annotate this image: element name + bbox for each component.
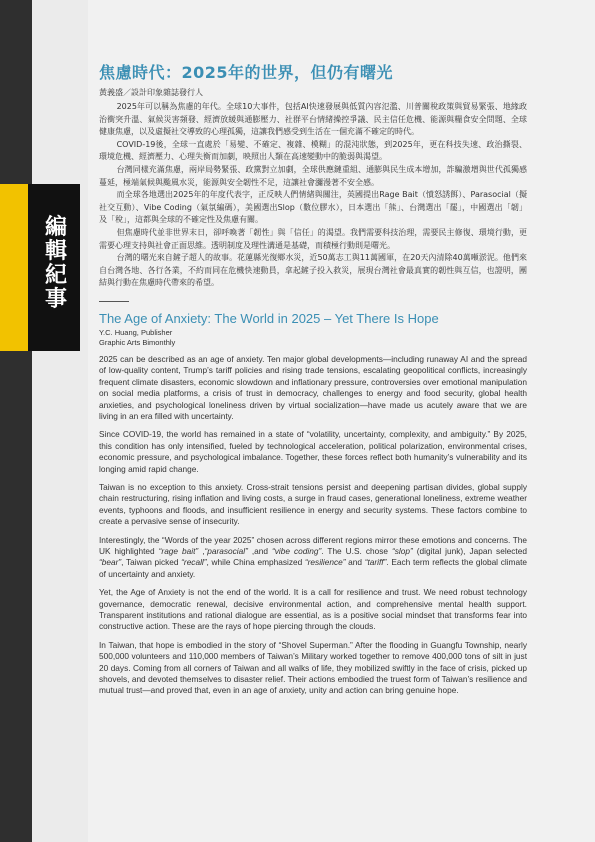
- en-publication: Graphic Arts Bimonthly: [99, 337, 176, 347]
- text-run: , while China emphasized: [206, 557, 305, 568]
- text-run: (digital junk), Japan selected: [412, 546, 527, 556]
- word-of-year: “tariff”: [364, 557, 387, 568]
- section-tab-accent: [0, 184, 28, 351]
- zh-paragraph: 台灣的曙光來自鏟子超人的故事。花蓮縣光復鄉水災，近50萬志工與11萬國軍，在20天內清除40萬噸淤泥。他們來自台灣各地、各行各業，不約而同在危機快速動員，拿起鏟子投入救災，展現台灣社會最真實的韌性與互信，也證明，團結與行動在焦慮時代帶來的希望。: [99, 253, 527, 288]
- en-paragraph-words-of-year: [99, 535, 527, 581]
- text-run: Interestingly, the “Words of the year 2025” chosen across different regions mirror these emotions and concerns. The UK highlighted: [99, 534, 527, 556]
- text-run: and: [345, 557, 365, 568]
- zh-paragraph: 2025年可以稱為焦慮的年代。全球10大事件，包括AI快速發展與低質內容氾濫、川普關稅政策與貿易緊張、地緣政治衝突升溫、氣候災害頻發、經濟放緩與通膨壓力、社群平台情緒操控爭議、民主信任危機、能源與糧食安全問題、全球健康焦慮，以及虛擬社交導致的心理孤獨，這讓我們感受到生活在一個充滿不確定的時代。: [99, 102, 527, 137]
- en-paragraph: Yet, the Age of Anxiety is not the end of the world. It is a call for resilience and trust. We need robust technology governance, democratic renewal, decisive environmental action, and comprehensive mental health support. Transparent institutions and rational dialogue are essential, as is a positive social mindset that transforms fear into constructive action. These are the rays of hope piercing through the clouds.: [99, 587, 527, 632]
- text-run: . Each term reflects the global climate of uncertainty and anxiety.: [99, 557, 527, 579]
- zh-paragraph: COVID-19後，全球一直處於「易變、不確定、複雜、模糊」的混沌狀態，到2025年，更在科技失速、政治撕裂、環境危機、經濟壓力、心理失衡而加劇，映照出人類在高速變動中的脆弱與渴望。: [99, 139, 527, 162]
- section-label: 編 輯 紀 事: [44, 215, 67, 312]
- zh-paragraph: 台灣同樣充滿焦慮，兩岸局勢緊張、政黨對立加劇，全球供應鏈重組、通膨與民生成本增加，詐騙激增與世代孤獨感蔓延，極端氣候與颱風水災，能源與安全韌性不足，這讓社會瀰漫著不安全感。: [99, 164, 527, 187]
- word-of-year: “vibe coding”: [272, 546, 322, 556]
- text-run: ,: [198, 546, 205, 556]
- text-run: , Taiwan picked: [121, 557, 182, 568]
- word-of-year: “rage bait”: [158, 546, 199, 556]
- section-divider: [99, 301, 129, 302]
- zh-paragraph: 但焦慮時代並非世界末日，卻呼喚著「韌性」與「信任」的渴望。我們需要科技治理，需要民主修復、環境行動，更需要心理支持與社會正面思維。透明制度及理性溝通是基礎，而積極行動則是曙光。: [99, 227, 527, 250]
- text-run: . The U.S. chose: [321, 546, 392, 556]
- word-of-year: “bear”: [99, 557, 122, 568]
- word-of-year: “parasocial”: [204, 546, 248, 556]
- word-of-year: “recall”: [181, 557, 207, 568]
- en-author: Y.C. Huang, Publisher: [99, 327, 173, 337]
- left-page-edge: [0, 0, 32, 842]
- zh-author: 黃義盛／設計印象雜誌發行人: [99, 88, 203, 97]
- word-of-year: “slop”: [391, 546, 413, 556]
- text-run: ,and: [247, 546, 273, 556]
- en-title: The Age of Anxiety: The World in 2025 – Yet There Is Hope: [99, 310, 439, 326]
- editorial-content: [99, 60, 527, 704]
- en-paragraph: Since COVID-19, the world has remained in a state of “volatility, uncertainty, complexity, and ambiguity.” By 2025, this condition has only intensified, fueled by technological acceleration, political polarization, environmental crises, economic pressure, and psychological imbalance. Together, these forces reflect both humanity’s vulnerability and its longing amid rapid change.: [99, 429, 527, 474]
- zh-paragraph: 而全球各地選出2025年的年度代表字，正反映人們情緒與關注，英國提出Rage Bait（憤怒誘餌）、Parasocial（擬社交互動）、Vibe Coding（氣氛編碼），美國選出Slop（數位膠水），日本選出「熊」、台灣選出「罷」，中國選出「韌」及「稅」，這都與全球的不確定性及焦慮有關。: [99, 190, 527, 225]
- en-paragraph: Taiwan is no exception to this anxiety. Cross-strait tensions persist and deepening partisan divides, global supply chain restructuring, rising inflation and living costs, a surge in fraud cases, generational loneliness, extreme weather events, typhoons and floods, and insufficient resilience in energy and security systems. These factors combine to create a pervasive sense of insecurity.: [99, 481, 527, 527]
- en-paragraph: In Taiwan, that hope is embodied in the story of “Shovel Superman.” After the flooding in Guangfu Township, nearly 500,000 volunteers and 110,000 members of Taiwan’s Military worked together to remove 400,000 tons of silt in just 20 days. Coming from all corners of Taiwan and all walks of life, they mobilized swiftly in the face of crisis, picked up shovels, and devoted themselves to disaster relief. Their actions embodied the truest form of Taiwan’s resilience and mutual trust—and proved that, even in an age of anxiety, unity and action can bring genuine hope.: [99, 639, 527, 696]
- en-paragraph: 2025 can be described as an age of anxiety. Ten major global developments—including runaway AI and the spread of low-quality content, Trump’s tariff policies and rising trade tensions, escalating geopolitical conflicts, increasingly frequent climate disasters, economic slowdown and inflationary pressure, controversies over emotional manipulation on social media platforms, a crisis of trust in democracy, challenges to energy and food security, global health anxieties, and psychological loneliness driven by virtual socialization—have made us acutely aware that we are living in an era filled with uncertainty.: [99, 353, 527, 421]
- zh-title: 焦慮時代：2025年的世界，但仍有曙光: [99, 63, 394, 82]
- word-of-year: “resilience”: [304, 557, 346, 568]
